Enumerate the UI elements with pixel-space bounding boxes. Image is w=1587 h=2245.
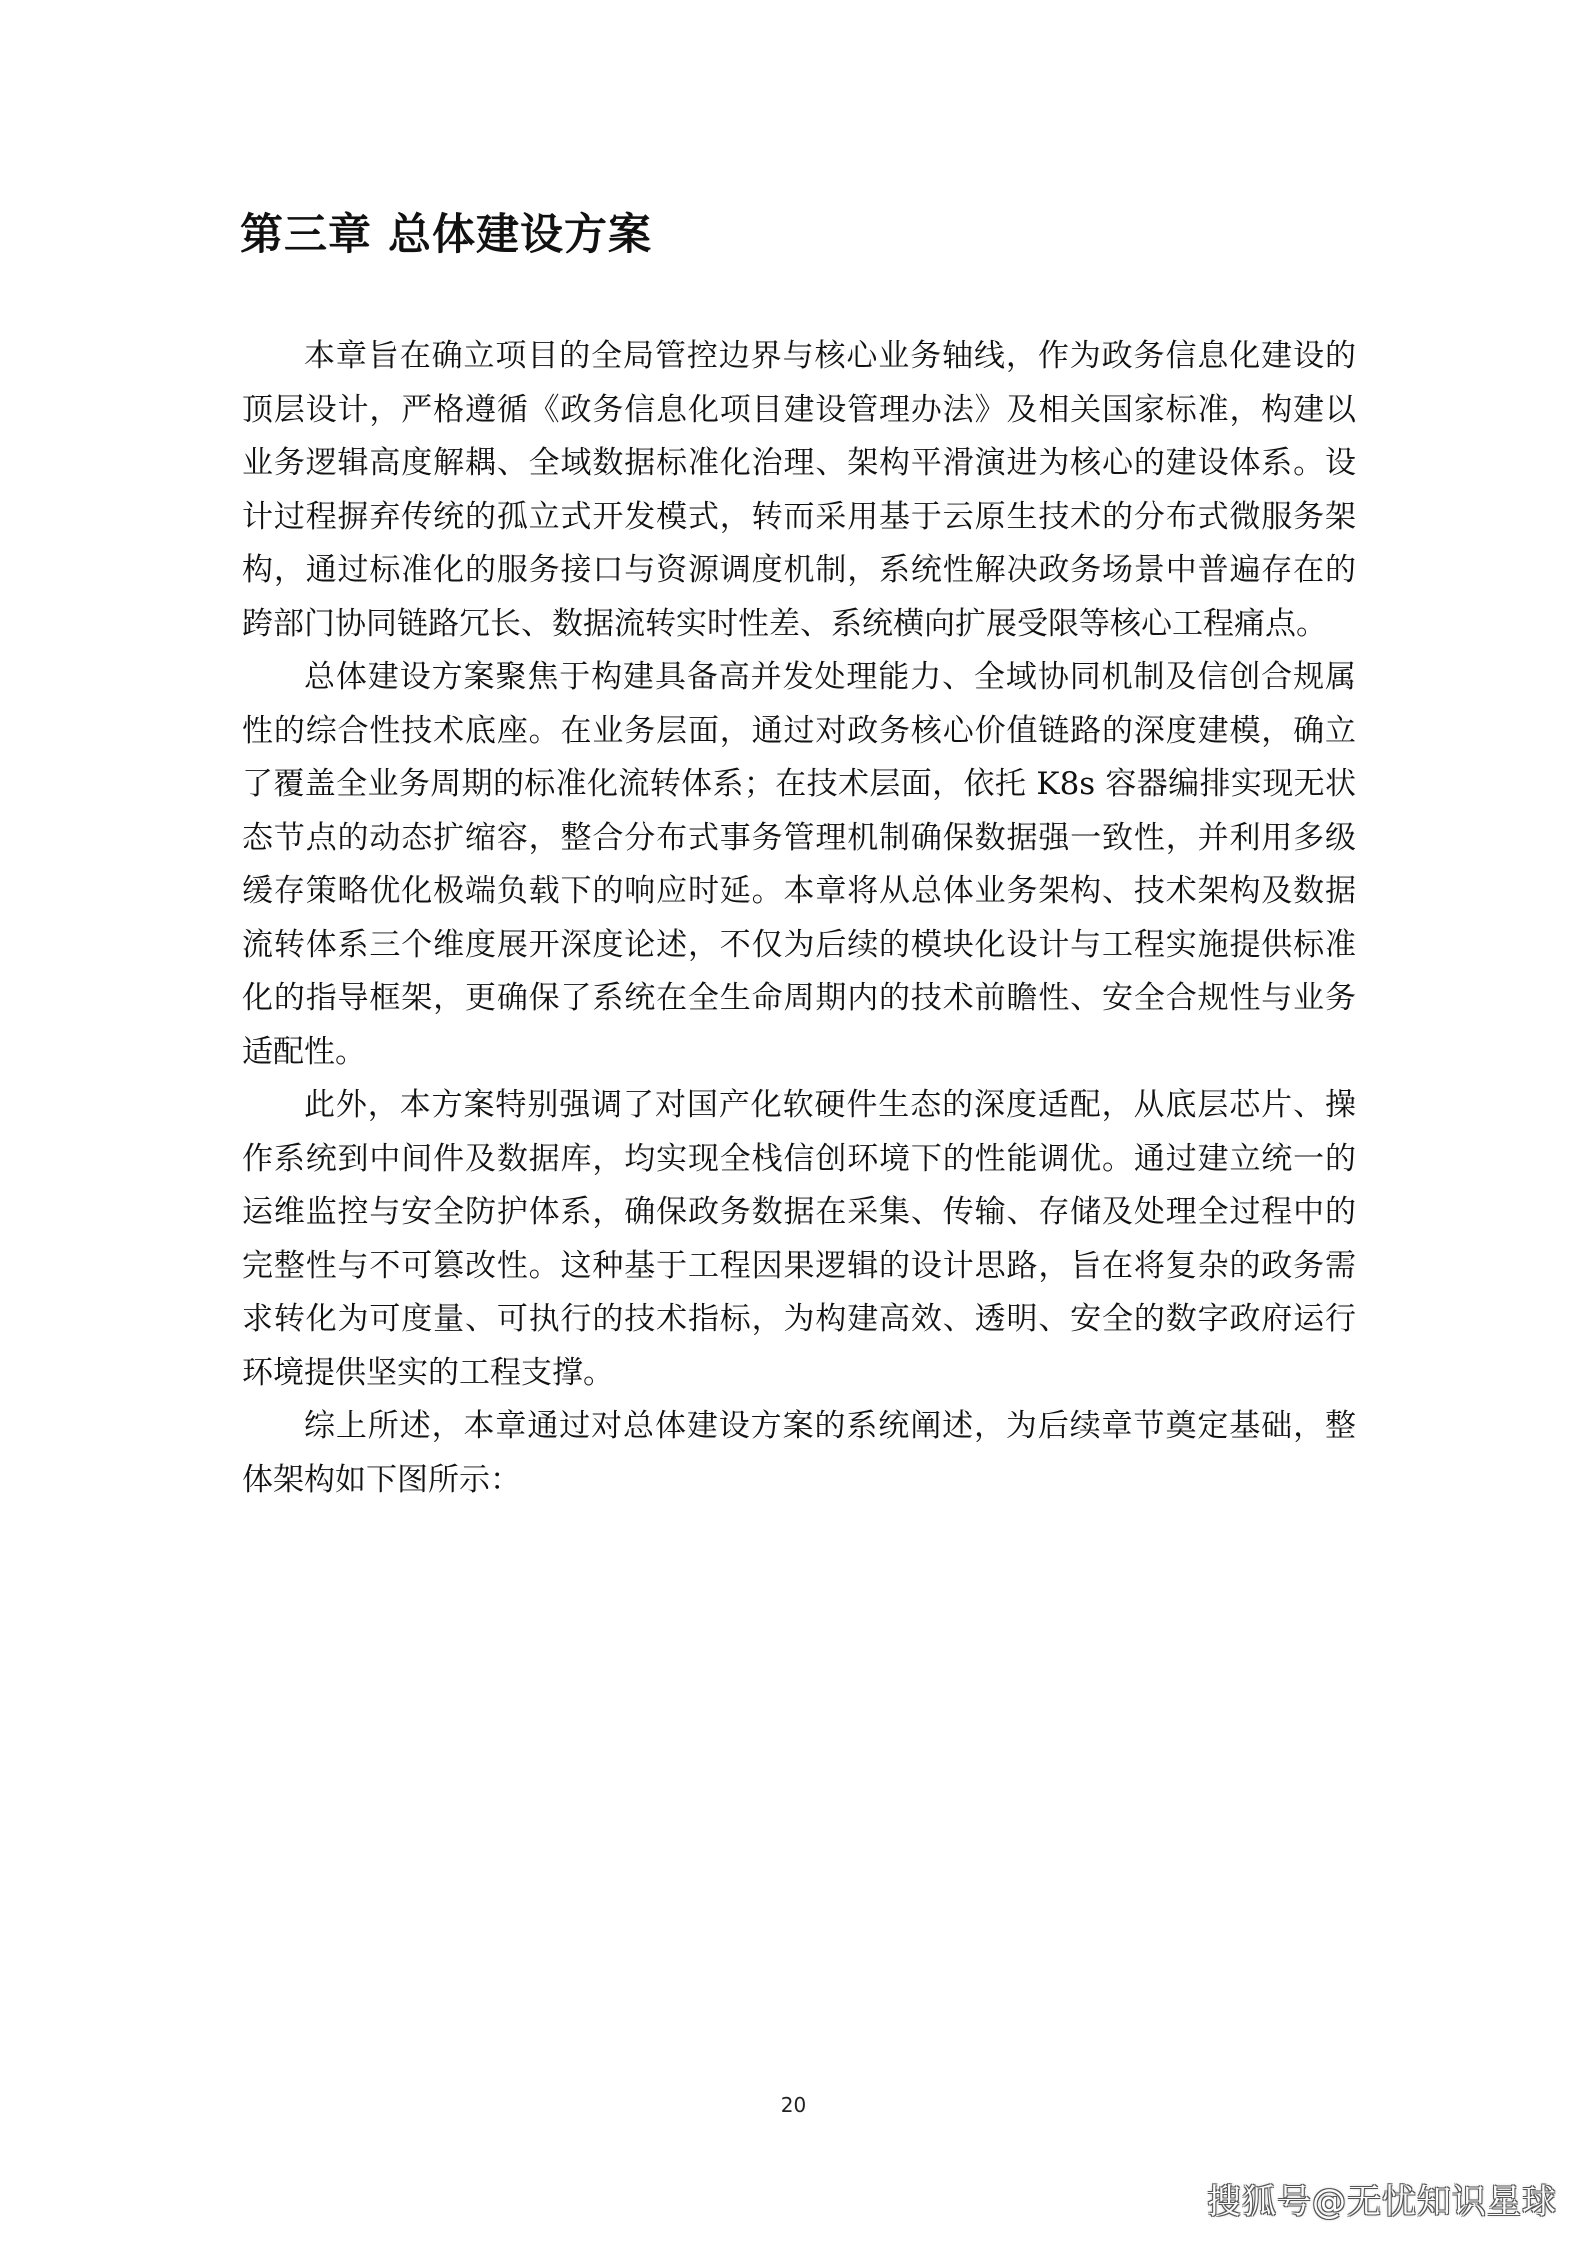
watermark-text: 搜狐号@无忧知识星球: [1207, 2182, 1557, 2222]
body-text: [242, 330, 1356, 1507]
paragraph-2: 总体建设方案聚焦于构建具备高并发处理能力、全域协同机制及信创合规属性的综合性技术底座。在业务层面，通过对政务核心价值链路的深度建模，确立了覆盖全业务周期的标准化流转体系；在技术层面，依托 K8s 容器编排实现无状态节点的动态扩缩容，整合分布式事务管理机制确保数据强一致性，并利用多级缓存策略优化极端负载下的响应时延。本章将从总体业务架构、技术架构及数据流转体系三个维度展开深度论述，不仅为后续的模块化设计与工程实施提供标准化的指导框架，更确保了系统在全生命周期内的技术前瞻性、安全合规性与业务适配性。: [242, 659, 1356, 1070]
page-number: 20: [780, 2093, 807, 2117]
paragraph-1: 本章旨在确立项目的全局管控边界与核心业务轴线，作为政务信息化建设的顶层设计，严格遵循《政务信息化项目建设管理办法》及相关国家标准，构建以业务逻辑高度解耦、全域数据标准化治理、架构平滑演进为核心的建设体系。设计过程摒弃传统的孤立式开发模式，转而采用基于云原生技术的分布式微服务架构，通过标准化的服务接口与资源调度机制，系统性解决政务场景中普遍存在的跨部门协同链路冗长、数据流转实时性差、系统横向扩展受限等核心工程痛点。: [242, 338, 1356, 642]
paragraph-4: 综上所述，本章通过对总体建设方案的系统阐述，为后续章节奠定基础，整体架构如下图所示：: [242, 1408, 1356, 1498]
chapter-title: 第三章 总体建设方案: [240, 210, 652, 260]
paragraph-3: 此外，本方案特别强调了对国产化软硬件生态的深度适配，从底层芯片、操作系统到中间件及数据库，均实现全栈信创环境下的性能调优。通过建立统一的运维监控与安全防护体系，确保政务数据在采集、传输、存储及处理全过程中的完整性与不可篡改性。这种基于工程因果逻辑的设计思路，旨在将复杂的政务需求转化为可度量、可执行的技术指标，为构建高效、透明、安全的数字政府运行环境提供坚实的工程支撑。: [242, 1087, 1356, 1391]
